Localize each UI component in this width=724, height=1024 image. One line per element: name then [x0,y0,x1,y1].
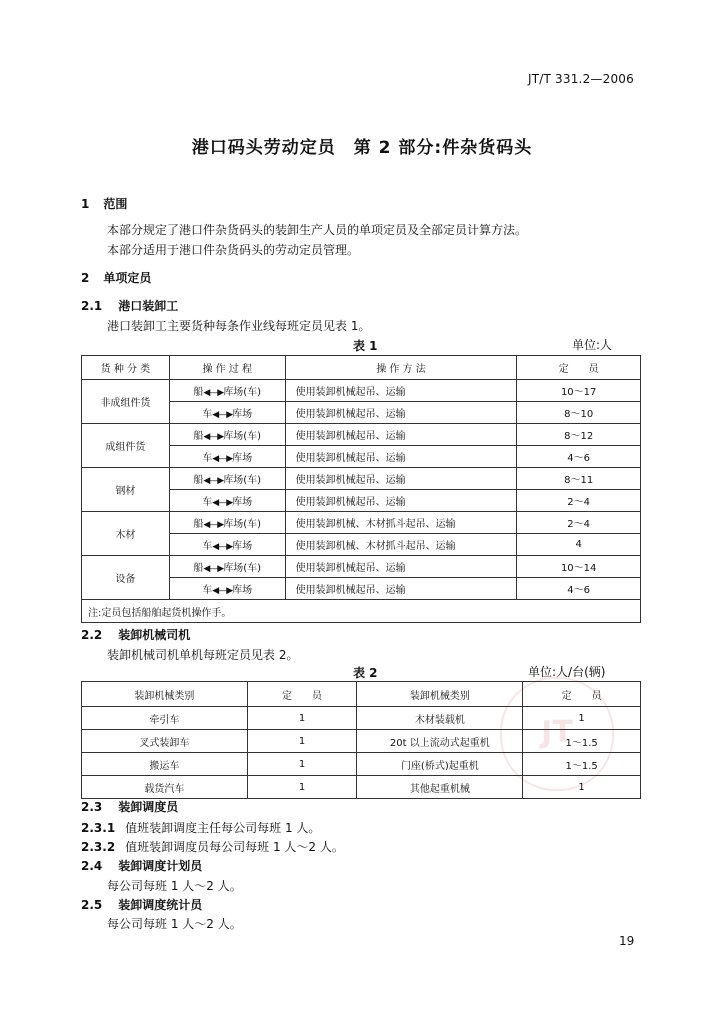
table-row [82,753,641,776]
standard-code: JT/T 331.2—2006 [528,72,634,86]
table-row [82,730,641,753]
category-cell: 木材 [82,512,170,556]
staff-cell: 1 [247,707,357,730]
process-cell: 车◀—▶库场 [169,534,285,556]
machine-type-cell: 叉式装卸车 [82,730,248,753]
section-title: 港口装卸工 [118,299,179,313]
staff-cell: 1～1.5 [523,753,641,776]
table-row [82,424,641,446]
table-2-caption: 表 2 [353,666,378,680]
section-number: 2.4 [81,859,103,873]
clause-text: 值班装卸调度员每公司每班 1 人～2 人。 [125,840,344,854]
double-arrow-icon: ◀—▶ [203,432,224,442]
section-title: 装卸机械司机 [118,628,191,642]
table-1-unit: 单位:人 [572,338,613,352]
section-2-1-heading [81,297,178,314]
method-cell: 使用装卸机械起吊、运输 [285,556,517,578]
staff-cell: 1 [247,730,357,753]
double-arrow-icon: ◀—▶ [212,410,233,420]
table-row [82,556,641,578]
document-title: 港口码头劳动定员 第 2 部分:件杂货码头 [191,138,533,158]
staff-cell: 8～11 [517,468,641,490]
category-cell: 非成组件货 [82,380,170,424]
staff-cell: 1 [247,753,357,776]
double-arrow-icon: ◀—▶ [212,454,233,464]
machine-type-cell: 牵引车 [82,707,248,730]
process-cell: 船◀—▶库场(车) [169,468,285,490]
process-cell: 船◀—▶库场(车) [169,512,285,534]
column-header: 定 员 [517,356,641,380]
table-2 [81,681,641,799]
staff-cell: 8～10 [517,402,641,424]
method-cell: 使用装卸机械起吊、运输 [285,402,517,424]
paragraph: 每公司每班 1 人～2 人。 [107,917,242,931]
staff-cell: 8～12 [517,424,641,446]
column-header: 货 种 分 类 [82,356,170,380]
table-header-row [82,682,641,707]
double-arrow-icon: ◀—▶ [203,564,224,574]
method-cell: 使用装卸机械起吊、运输 [285,490,517,512]
process-cell: 车◀—▶库场 [169,402,285,424]
section-2-4-heading [81,857,202,874]
table-header-row [82,356,641,380]
double-arrow-icon: ◀—▶ [212,586,233,596]
table-row [82,512,641,534]
method-cell: 使用装卸机械、木材抓斗起吊、运输 [285,512,517,534]
section-number: 2 [81,271,90,285]
section-title: 装卸调度统计员 [118,898,203,912]
paragraph: 每公司每班 1 人～2 人。 [107,879,242,893]
section-2-3-heading [81,798,178,815]
staff-cell: 1～1.5 [523,730,641,753]
section-2-heading [81,269,151,286]
clause-text: 值班装卸调度主任每公司每班 1 人。 [125,821,321,835]
process-cell: 船◀—▶库场(车) [169,380,285,402]
section-number: 1 [81,197,90,211]
process-cell: 车◀—▶库场 [169,578,285,600]
process-cell: 船◀—▶库场(车) [169,556,285,578]
method-cell: 使用装卸机械起吊、运输 [285,446,517,468]
staff-cell: 1 [523,776,641,799]
double-arrow-icon: ◀—▶ [203,388,224,398]
double-arrow-icon: ◀—▶ [203,476,224,486]
watermark-seal: JT [500,677,614,791]
machine-type-cell: 其他起重机械 [357,776,523,799]
double-arrow-icon: ◀—▶ [203,520,224,530]
section-1-heading [81,195,127,212]
section-number: 2.3 [81,800,103,814]
section-2-5-heading [81,896,202,913]
section-title: 装卸调度员 [118,800,179,814]
section-number: 2.5 [81,898,103,912]
section-title: 范围 [103,197,128,211]
section-title: 单项定员 [103,271,152,285]
double-arrow-icon: ◀—▶ [212,498,233,508]
table-row [82,468,641,490]
clause-2-3-2 [81,838,344,855]
process-cell: 车◀—▶库场 [169,446,285,468]
process-cell: 车◀—▶库场 [169,490,285,512]
table-row [82,776,641,799]
section-number: 2.2 [81,628,103,642]
section-number: 2.1 [81,299,103,313]
machine-type-cell: 载货汽车 [82,776,248,799]
table-1 [81,355,641,623]
machine-type-cell: 门座(桥式)起重机 [357,753,523,776]
column-header: 装卸机械类别 [357,682,523,707]
staff-cell: 10～14 [517,556,641,578]
method-cell: 使用装卸机械起吊、运输 [285,578,517,600]
table-note: 注:定员包括船舶起货机操作手。 [82,600,641,623]
section-title: 装卸调度计划员 [118,859,203,873]
category-cell: 设备 [82,556,170,600]
process-cell: 船◀—▶库场(车) [169,424,285,446]
paragraph: 装卸机械司机单机每班定员见表 2。 [107,648,299,662]
clause-number: 2.3.1 [81,821,116,835]
staff-cell: 2～4 [517,512,641,534]
table-2-unit: 单位:人/台(辆) [528,665,606,679]
column-header: 定 员 [247,682,357,707]
method-cell: 使用装卸机械、木材抓斗起吊、运输 [285,534,517,556]
paragraph: 本部分适用于港口件杂货码头的劳动定员管理。 [107,243,360,257]
paragraph: 港口装卸工主要货种每条作业线每班定员见表 1。 [107,319,371,333]
double-arrow-icon: ◀—▶ [212,542,233,552]
staff-cell: 10～17 [517,380,641,402]
machine-type-cell: 搬运车 [82,753,248,776]
table-row [82,707,641,730]
method-cell: 使用装卸机械起吊、运输 [285,468,517,490]
machine-type-cell: 20t 以上流动式起重机 [357,730,523,753]
page-number: 19 [619,934,635,948]
category-cell: 成组件货 [82,424,170,468]
staff-cell: 4～6 [517,578,641,600]
staff-cell: 1 [523,707,641,730]
staff-cell: 1 [247,776,357,799]
table-note-row [82,600,641,623]
clause-2-3-1 [81,819,320,836]
table-row [82,380,641,402]
column-header: 操 作 方 法 [285,356,517,380]
staff-cell: 2～4 [517,490,641,512]
section-2-2-heading [81,626,190,643]
category-cell: 钢材 [82,468,170,512]
staff-cell: 4～6 [517,446,641,468]
column-header: 定 员 [523,682,641,707]
method-cell: 使用装卸机械起吊、运输 [285,380,517,402]
machine-type-cell: 木材装载机 [357,707,523,730]
clause-number: 2.3.2 [81,840,116,854]
column-header: 操 作 过 程 [169,356,285,380]
table-1-caption: 表 1 [353,339,378,353]
method-cell: 使用装卸机械起吊、运输 [285,424,517,446]
column-header: 装卸机械类别 [82,682,248,707]
staff-cell: 4 [517,534,641,556]
paragraph: 本部分规定了港口件杂货码头的装卸生产人员的单项定员及全部定员计算方法。 [107,223,528,237]
